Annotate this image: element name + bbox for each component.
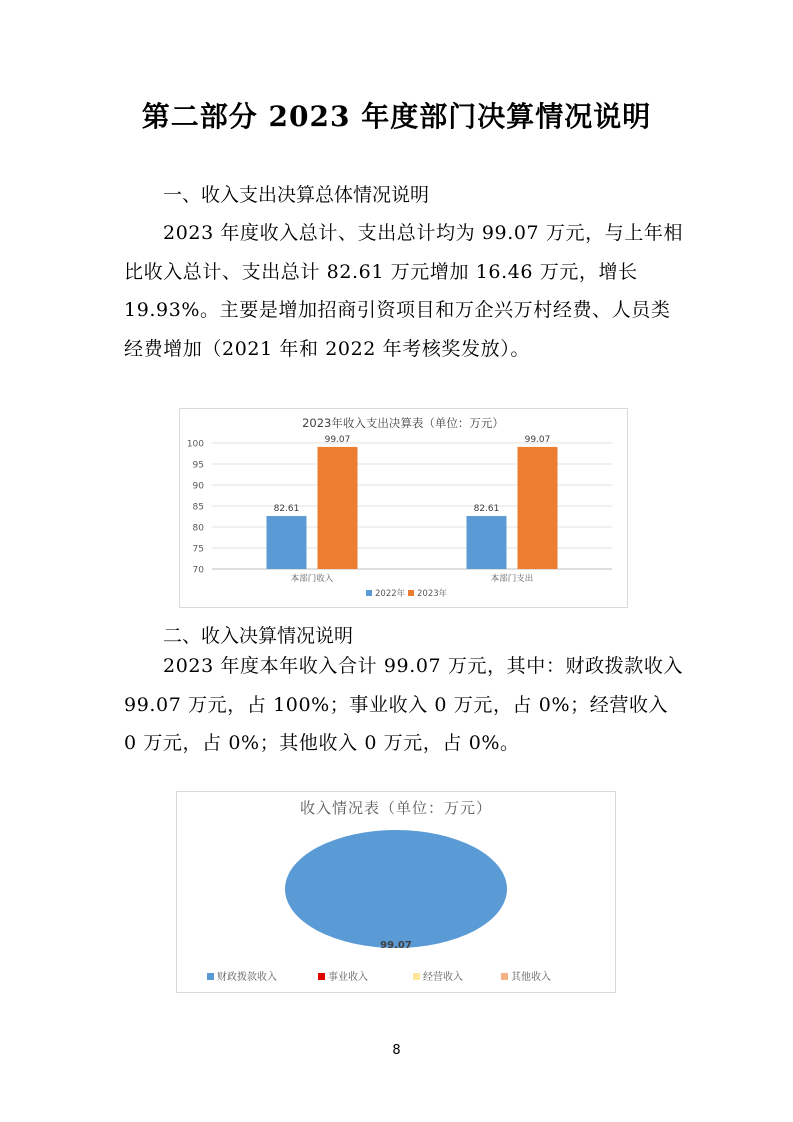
section-paragraph-1: 2023 年度收入总计、支出总计均为 99.07 万元，与上年相比收入总计、支出总计 82.61 万元增加 16.46 万元，增长19.93%。主要是增加招商引资项目和万企兴万村经费、人员类经费增加（2021 年和 2022 年考核奖发放）。: [124, 222, 684, 360]
legend-label: 经营收入: [423, 972, 463, 983]
chart-title: 2023年收入支出决算表（单位：万元）: [302, 416, 504, 430]
bar: [518, 447, 558, 569]
chart-title: 收入情况表（单位：万元）: [299, 799, 493, 817]
section-paragraph-2: 2023 年度本年收入合计 99.07 万元，其中：财政拨款收入 99.07 万元，占 100%；事业收入 0 万元，占 0%；经营收入 0 万元，占 0%；其他收入 0 万元，占 0%。: [124, 655, 684, 754]
y-tick-label: 80: [192, 523, 204, 534]
y-tick-label: 100: [186, 439, 204, 450]
legend-swatch: [408, 590, 414, 596]
legend-label: 2022年: [375, 589, 406, 599]
legend-swatch: [366, 590, 372, 596]
pie-chart-canvas: [177, 792, 615, 992]
y-tick-label: 85: [192, 502, 204, 513]
bar-data-label: 99.07: [524, 434, 551, 445]
pie-chart: [176, 791, 616, 993]
bar-chart: [179, 408, 628, 608]
page-number: 8: [392, 1043, 401, 1058]
x-tick-label: 本部门收入: [290, 574, 334, 584]
section-heading-1: 一、收入支出决算总体情况说明: [163, 184, 430, 206]
y-tick-label: 90: [192, 481, 204, 492]
legend-label: 财政拨款收入: [217, 972, 277, 983]
legend-swatch: [413, 973, 420, 980]
bar: [318, 447, 358, 569]
bar-data-label: 99.07: [324, 434, 351, 445]
legend-swatch: [501, 973, 508, 980]
legend-label: 事业收入: [328, 972, 368, 983]
pie-data-label: 99.07: [380, 940, 412, 951]
legend-swatch: [207, 973, 214, 980]
pie-slice: [285, 830, 507, 948]
bar-data-label: 82.61: [473, 504, 500, 515]
x-tick-label: 本部门支出: [490, 574, 534, 584]
legend-swatch: [318, 973, 325, 980]
section-heading-2: 二、收入决算情况说明: [163, 625, 354, 647]
bar: [467, 516, 507, 569]
legend-label: 其他收入: [511, 972, 551, 983]
page-title: 第二部分 2023 年度部门决算情况说明: [141, 100, 652, 133]
bar-data-label: 82.61: [273, 504, 300, 515]
legend-label: 2023年: [417, 589, 448, 599]
y-tick-label: 75: [192, 544, 204, 555]
y-tick-label: 70: [192, 565, 204, 576]
y-tick-label: 95: [192, 460, 204, 471]
bar: [267, 516, 307, 569]
bar-chart-canvas: [180, 409, 627, 607]
